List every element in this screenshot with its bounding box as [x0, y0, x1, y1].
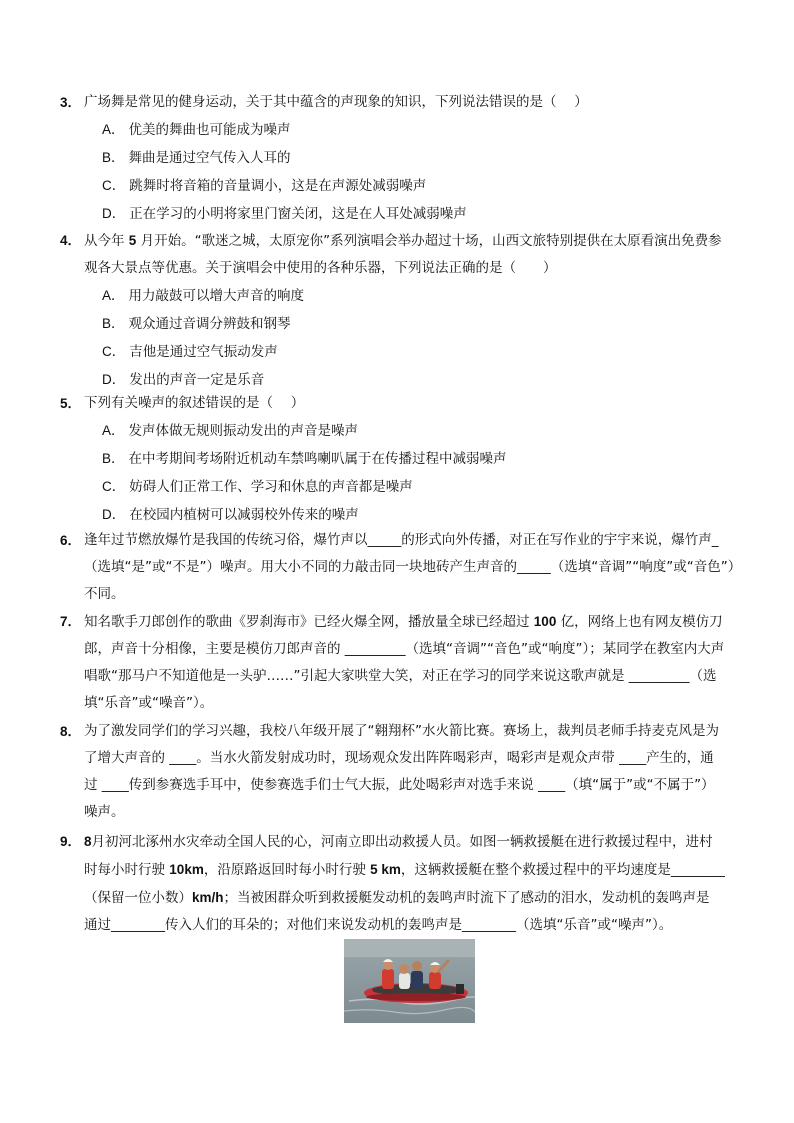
question-stem-line: 8月初河北涿州水灾牵动全国人民的心，河南立即出动救援人员。如图一辆救援艇在进行救援过程中，进村 [84, 834, 713, 850]
question-stem-line: 时每小时行驶 10km，沿原路返回时每小时行驶 5 km，这辆救援艇在整个救援过程中的平均速度是________ [84, 862, 725, 878]
question-7 [60, 608, 760, 717]
option-d: D． 发出的声音一定是乐音 [102, 372, 265, 388]
question-8 [60, 718, 760, 826]
option-b: B． 观众通过音调分辨鼓和钢琴 [102, 316, 291, 332]
question-number: 6． [60, 533, 82, 548]
question-stem-line: 不同。 [84, 586, 125, 602]
question-stem-line: 观各大景点等优惠。关于演唱会中使用的各种乐器，下列说法正确的是（ ） [84, 260, 557, 276]
rescue-boat-photo [344, 939, 475, 1023]
option-d: D． 在校园内植树可以减弱校外传来的噪声 [102, 507, 359, 523]
question-number: 7． [60, 614, 82, 629]
question-stem-line: 郎，声音十分相像，主要是模仿刀郎声音的 _________（选填“音调”“音色”或“响度”）；某同学在教室内大声 [84, 641, 725, 657]
question-stem-line: 通过________传入人们的耳朵的；对他们来说发动机的轰鸣声是________（选填“乐音”或“噪声”）。 [84, 917, 673, 933]
option-c: C． 吉他是通过空气振动发声 [102, 344, 278, 360]
question-6 [60, 527, 780, 608]
question-stem-line: 唱歌“那马户不知道他是一头驴……”引起大家哄堂大笑，对正在学习的同学来说这歌声就是 _________（选 [84, 668, 717, 684]
option-a: A． 用力敲鼓可以增大声音的响度 [102, 288, 305, 304]
question-number: 3． [60, 95, 82, 110]
question-5 [60, 390, 760, 529]
question-stem-line: （选填“是”或“不是”）噪声。用大小不同的力敲击同一块地砖产生声音的_____（选填“音调”“响度”或“音色”） [84, 559, 742, 575]
question-number: 5． [60, 396, 82, 411]
option-b: B． 在中考期间考场附近机动车禁鸣喇叭属于在传播过程中减弱噪声 [102, 451, 507, 467]
option-c: C． 妨碍人们正常工作、学习和休息的声音都是噪声 [102, 479, 413, 495]
question-stem-line: 知名歌手刀郎创作的歌曲《罗刹海市》已经火爆全网，播放量全球已经超过 100 亿，网络上也有网友模仿刀 [84, 614, 723, 630]
question-stem: 广场舞是常见的健身运动，关于其中蕴含的声现象的知识，下列说法错误的是（ ） [84, 94, 588, 110]
question-number: 4． [60, 233, 82, 248]
option-b: B． 舞曲是通过空气传入人耳的 [102, 150, 291, 166]
question-stem-line: 填“乐音”或“噪音”）。 [84, 695, 214, 711]
option-a: A． 优美的舞曲也可能成为噪声 [102, 122, 291, 138]
question-number: 8． [60, 724, 82, 739]
option-a: A． 发声体做无规则振动发出的声音是噪声 [102, 423, 359, 439]
question-3 [60, 89, 760, 228]
question-stem-line: 噪声。 [84, 804, 125, 820]
question-stem: 下列有关噪声的叙述错误的是（ ） [84, 395, 305, 411]
question-9 [60, 828, 760, 939]
option-d: D． 正在学习的小明将家里门窗关闭，这是在人耳处减弱噪声 [102, 206, 467, 222]
question-stem-line: 过 ____传到参赛选手耳中，使参赛选手们士气大振，此处喝彩声对选手来说 ____（填“属于”或“不属于”） [84, 777, 715, 793]
question-stem-line: 了增大声音的 ____。当水火箭发射成功时，现场观众发出阵阵喝彩声，喝彩声是观众声带 ____产生的，通 [84, 750, 714, 766]
question-stem-line: 从今年 5 月开始。“歌迷之城，太原宠你”系列演唱会举办超过十场，山西文旅特别提供在太原看演出免费参 [84, 233, 722, 249]
question-4 [60, 227, 760, 394]
question-number: 9． [60, 834, 82, 849]
question-stem-line: 为了激发同学们的学习兴趣，我校八年级开展了“翱翔杯”水火箭比赛。赛场上，裁判员老师手持麦克风是为 [84, 723, 719, 739]
option-c: C． 跳舞时将音箱的音量调小，这是在声源处减弱噪声 [102, 178, 427, 194]
question-stem-line: （保留一位小数）km/h；当被困群众听到救援艇发动机的轰鸣声时流下了感动的泪水，发动机的轰鸣声是 [84, 890, 710, 906]
question-stem-line: 逢年过节燃放爆竹是我国的传统习俗，爆竹声以_____的形式向外传播，对正在写作业的宇宇来说，爆竹声_ [84, 532, 719, 548]
